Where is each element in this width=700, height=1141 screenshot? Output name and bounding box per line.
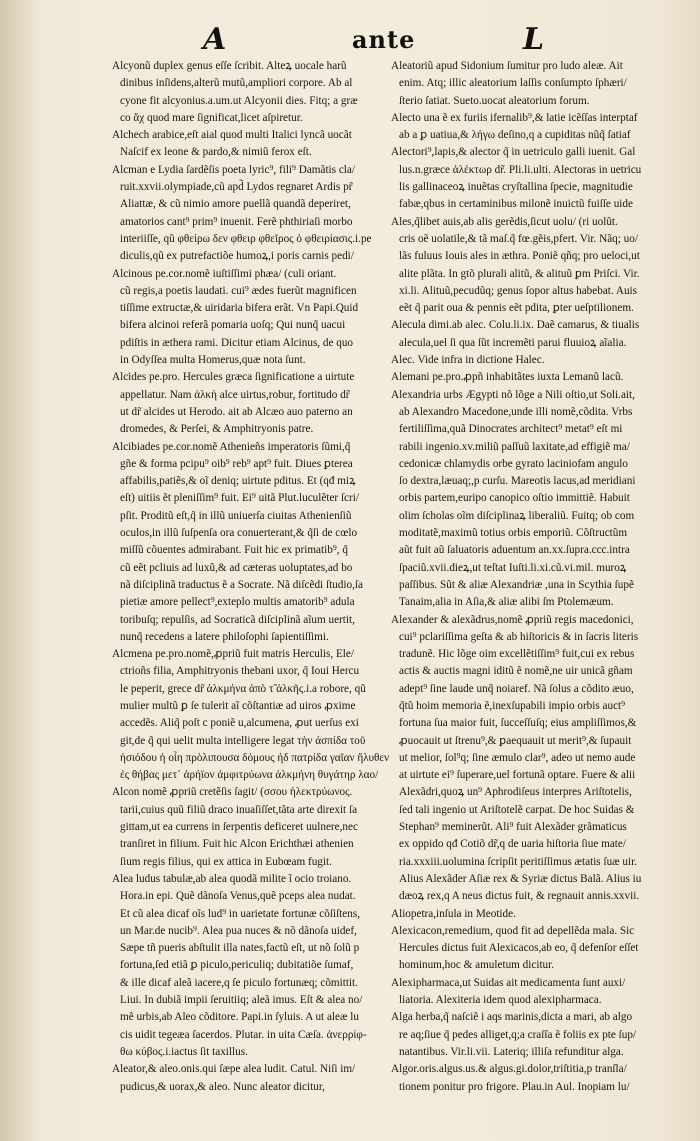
entry-text-line: at uirtute ei⁹ ſuperare,uel fortunã optare. Fuere & alii [399,769,636,782]
entry-headword-line: Alexipharmaca,ut Suidas ait medicamenta ſunt auxi/ [391,976,626,989]
entry-text-line: ab a ꝑ uatiua,& λήγω deſino,q a cupiditas nũq̃ ſatiaf [399,129,631,142]
dictionary-entry [391,923,683,975]
entry-text-line: adept⁹ ſine laude unq̃ noiaref. Nã ſolus a cõdito æuo, [399,682,634,695]
entry-text-line: fortuna ſua maior fuit, ſucceſſuſq; eius ampliſſimos,& [399,717,637,730]
entry-text-line: alite plãta. In gtõ plurali alitũ, & alituũ ꝑm Priſci. Vir. [399,267,640,280]
dictionary-entry [391,1009,683,1061]
entry-headword-line: Aleator,& aleo.onis.qui ſæpe alea ludit. Catul. Niſi im/ [112,1063,356,1076]
entry-headword-line: Alcmena pe.pro.nomẽ,ꝓpriũ fuit matris Herculis, Ele/ [112,648,354,661]
entry-headword-line: Alga herba,q̃ naſciẽ i aqs marinis,dicta a mari, ab algo [391,1011,633,1024]
entry-text-line: pſit. Proditũ eſt,q̃ in illũ uniuerſa ciuitas Athenienſiũ [120,509,352,522]
entry-text-line: aũt fuit aũ ſaluatoris aduentum an.xx.ſupra.ccc.intra [399,544,630,557]
dictionary-entry [391,906,683,923]
entry-text-line: pietiæ amore pellect⁹,exteplo multis amatorib⁹ adula [120,596,355,609]
entry-text-line: gittam,ut ea currens in ſerpentis deficeret uulnere,nec [120,821,358,834]
entry-text-line: toribuſq; repulſis, ad Socraticã diſciplinã aĩum uertit, [120,613,355,626]
entry-text-line: ſium regis filius, qui ex attica in Eubœam fugit. [120,855,332,868]
entry-text-line: Et cũ alea dicaf oĩs lud⁹ in uarietate fortunæ cõſiſtens, [120,907,361,920]
entry-text-line: co ἄχ quod mare ſignificat,licet aſpiretur. [120,111,303,124]
entry-text-line: Tanaim,alia in Aſia,& aliæ alibi ſm Ptolemæum. [399,596,614,609]
gutter-shadow [0,0,40,1141]
dictionary-entry [391,975,683,1010]
entry-text-line: cedonicæ chlamydis orbe gyrato laciniofam angulo [399,457,628,470]
entry-text-line: gñe & forma pcipu⁹ oib⁹ reb⁹ apt⁹ fuit. Diues ꝑterea [120,457,353,470]
entry-text-line: ſpaciũ.xvii.dieꝝ,ut teſtat Iuſti.li.xi.cũ.vi.mil. muroꝝ [399,561,627,574]
entry-text-line: interiiſſe, qũ φθείρω δεν φθειρ φθεῖρος ὁ φθειρίασις.i.pe [120,232,372,245]
entry-text-line: ut dr̃ alcides ut Herodo. ait ab Alcæo auo paterno an [120,405,353,418]
entry-text-line: ꝓuocauit ut ſtrenu⁹,& ꝑaequauit ut merit⁹,& ſupauit [399,734,632,747]
entry-headword-line: Aleatoriũ apud Sidonium ſumitur pro ludo aleæ. Ait [391,60,623,72]
entry-text-line: oculos,in illũ ſuſpenſa ora conuerterant,& q̃ſi de cœlo [120,527,358,540]
dictionary-entry [391,369,683,386]
entry-text-line: mulier multũ ꝑ ſe tulerit aĩ cõſtantiæ ad uiros ꝓxime [120,699,356,712]
entry-headword-line: Alcyonũ duplex genus eſſe ſcribit. Alteꝝ uocale harũ [112,60,347,72]
entry-text-line: xi.li. Alituũ,pecudũq; genus ſopor altus habebat. Auis [399,284,638,297]
entry-text-line: ruit.xxvii.olympiade,cũ apd̃ Lydos regnaret Ardis pr̃ [120,181,353,194]
entry-text-line: Hora.in epi. Quẽ dãnoſa Venus,quẽ pceps alea nudat. [120,890,356,903]
entry-text-line: ex oppido qđ Cotiõ dr̃,q de uaria hiſtoria ſiue mate/ [399,838,626,851]
entry-text-line: alecula,uel ſi qua ſũt incremẽti parui fluuioꝝ aĩalia. [399,336,627,349]
entry-text-line: liatoria. Alexiteria idem quod alexipharmaca. [399,994,602,1007]
dictionary-entry [391,58,683,110]
entry-text-line: cui⁹ pclariſſima geſta & ab hiſtoricis & in ſacris literis [399,630,639,643]
dictionary-entry [391,144,683,213]
entry-text-line: ſo dextra,læuaq;,p curſu. Mareotis lacus,ad meridiani [399,475,636,488]
dictionary-entry [112,1061,392,1096]
entry-text-line: Stephan⁹ meminerũt. Ali⁹ fuit Alexãder grãmaticus [399,821,627,834]
entry-headword-line: Alcon nomẽ ꝓpriũ cretẽſis ſagit/ (σσου ἠλεκτρύωνος. [112,786,353,799]
dictionary-entry [112,646,392,784]
dictionary-entry [112,369,392,438]
dictionary-entry [391,1061,683,1096]
entry-text-line: Liui. In dubiã impii ſeruitiiq; aleã imus. Eſt & alea no/ [120,994,363,1007]
entry-text-line: ria.xxxiii.uolumina ſcripſit peritiſſimus ætatis ſuæ uir. [399,855,638,868]
entry-headword-line: Alcides pe.pro. Hercules græca ſignificatione a uirtute [112,371,355,384]
entry-text-line: actis & auctis magni iditũ ẽ nomẽ,ne uir unicã gñam [399,665,633,678]
entry-text-line: nã diſciplinã traductus ẽ a Socrate. Nã diſcẽdi ſtudio,ſa [120,578,363,591]
entry-text-line: Alius Alexãder Aſiæ rex & Syriæ dictus Balã. Alius iu [399,872,642,885]
entry-text-line: Alexãdri,quoꝝ un⁹ Aphrodiſeus interpres Ariſtotelis, [399,786,632,799]
entry-text-line: ἐς θήβας μετ᾽ ἀρήϊον ἀμφιτρύωνα ἀλκμήνη θυγάτηρ λαο/ [120,769,379,782]
entry-text-line: ctrioñs filia, Amphitryonis thebani uxor, q̃ Ioui Hercu [120,665,360,678]
entry-headword-line: Alecula dimi.ab alec. Colu.li.ix. Daẽ camarus, & tiualis [391,319,640,332]
running-head [0,22,700,62]
entry-text-line: re aq;ſiue q̃ pedes alliget,q;a craſſa ẽ foliis ex pte ſup/ [399,1028,637,1041]
entry-text-line: θω κύβος.i.iactus ſit taxillus. [120,1045,248,1058]
entry-headword-line: Alec. Vide infra in dictione Halec. [391,354,545,367]
entry-headword-line: Algor.oris.algus.us.& algus.gi.dolor,triſtitia,p tranſla/ [391,1063,627,1076]
entry-text-line: ab Alexandro Macedone,unde illi nomẽ,cõdita. Vrbs [399,405,633,418]
entry-text-line: affabilis,patiẽs,& oĩ deniq; uirtute pditus. Et (qđ miꝝ [120,475,356,488]
dictionary-entry [391,317,683,352]
entry-text-line: amatorios cant⁹ prim⁹ inuenit. Ferẽ phthiriaſi morbo [120,215,353,228]
entry-text-line: q̃tũ hoim memoria ẽ,inexſupabili impio orbis auct⁹ [399,699,626,712]
entry-text-line: tionem ponitur pro frigore. Plau.in Aul. Inopiam lu/ [399,1080,630,1093]
entry-text-line: git,de q̃ qui uelit multa intelligere legat τὴν ἀσπίδα τοῦ [120,734,366,747]
entry-headword-line: Alemani pe.pro.ꝓpñ inhabitãtes iuxta Lemanũ lacũ. [391,371,624,384]
entry-text-line: tranſiret in filium. Fuit hic Alcon Erichthæi athenien [120,838,354,851]
left-column [112,58,392,1096]
dictionary-entry [391,110,683,145]
dictionary-entry [391,612,683,906]
entry-text-line: cũ eẽt pcliuis ad luxũ,& ad cæteras uoluptates,ad bo [120,561,353,574]
entry-text-line: & ille dicaf aleã iacere,q ſe piculo fortunæq; cõmittit. [120,976,358,989]
dictionary-entry [112,162,392,266]
entry-headword-line: Aliopetra,inſula in Meotide. [391,907,516,920]
entry-text-line: pudicus,& uorax,& aleo. Nunc aleator dicitur, [120,1080,325,1093]
entry-text-line: Sæpe tñ pueris abſtulit illa nates,factũ eſt, ut nõ ſolũ p [120,942,360,955]
running-head-left-letter: A [203,22,227,57]
entry-text-line: cis uidit tegeæa ſacerdos. Plutar. in uita Cæſa. ἀνερρίφ- [120,1028,367,1041]
entry-text-line: tradunẽ. Hic lõge oim excellẽtiſſim⁹ fuit,cui ex rebus [399,648,635,661]
entry-text-line: lis gallinaceoꝝ inuẽtas cryſtallina ſpecie, magnitudie [399,181,633,194]
entry-text-line: nunq̃ recedens a latere philoſophi ſapientiſſimi. [120,630,329,643]
running-head-title: ante [352,25,416,54]
entry-headword-line: Alcman e Lydia ſardẽſis poeta lyric⁹, fili⁹ Damãtis cla/ [112,163,355,176]
entry-text-line: ut melior, ſol⁹q; ſine æmulo clar⁹, adeo ut nemo aude [399,751,636,764]
right-column [391,58,683,1096]
entry-text-line: cyone fit alcyonius.a.um.ut Alcyonii dies. Fitq; a græ [120,94,358,107]
entry-text-line: cũ regis,a poetis laudati. cui⁹ ædes fuerũt magnificen [120,284,357,297]
dictionary-entry [112,127,392,162]
entry-headword-line: Alectori⁹,lapis,& alector q̃ in uetriculo galli iuenit. Gal [391,146,636,159]
entry-text-line: ἡσιόδου ἡ οἷη πρὸλιπουσα δόμους ἠδ πατρίδα γαῖαν ἤλυθεν [120,751,390,764]
entry-text-line: fabæ,qbus in certaminibus milonẽ inuictũ fuiſſe uide [399,198,633,211]
entry-text-line: enim. Atq; illic aleatorium laſſis conſumpto ſphæri/ [399,77,627,90]
entry-text-line: mẽ urbis,ab Aleo cõditore. Papi.in ſyluis. A ut aleæ lu [120,1011,359,1024]
entry-text-line: Aliattæ, & cũ nimio amore puellã quandã deperiret, [120,198,351,211]
entry-headword-line: Alexandria urbs Ægypti nõ lõge a Nili oſtio,ut Soli.ait, [391,388,635,401]
entry-text-line: dromedes, & Perſei, & Amphitryonis patre. [120,423,314,436]
entry-text-line: hominum,hoc & amuletum dicitur. [399,959,555,972]
entry-text-line: lãs fuluus Iouis ales in æthra. Poniẽ qñq; pro ueloci,ut [399,250,640,263]
entry-text-line: pdiſtis in æthera rami. Dicitur etiam Alcinus, de quo [120,336,354,349]
entry-headword-line: Ales,q̃libet auis,ab alis gerẽdis,ſicut uolu/ (ri uolũt. [391,215,618,228]
entry-text-line: tarii,cuius quũ filiũ draco inuaſiſſet,tãta arte direxit ſa [120,803,358,816]
dictionary-entry [391,387,683,612]
entry-text-line: un Mar.de nucib⁹. Alea pua nuces & nõ dãnoſa uidef, [120,924,357,937]
entry-headword-line: Alexicacon,remedium, quod fit ad depellẽda mala. Sic [391,924,635,937]
entry-text-line: orbis partem,euripo canopico oſtio immittiẽ. Habuit [399,492,630,505]
entry-headword-line: Alea ludus tabulæ,ab alea quodã milite ĩ ocio troiano. [112,872,352,885]
entry-text-line: ſterio ſatiat. Sueto.uocat aleatorium forum. [399,94,590,107]
entry-text-line: dæoꝝ rex,q A neus dictus fuit, & regnauit annis.xxvii. [399,890,640,903]
entry-text-line: moditatẽ,maximũ totius orbis emporiũ. Cõſtructũm [399,527,628,540]
entry-headword-line: Alecto una ẽ ex furiis ifernalib⁹,& latie icẽſſas interptaf [391,111,638,124]
entry-text-line: accedẽs. Aliq̃ poſt c poniẽ u,alcumena, ꝓut uerſus exi [120,717,359,730]
dictionary-entry [112,871,392,1061]
entry-text-line: Hercules dictus fuit Alexicacos,ab eo, q̃ defenſor eſſet [399,942,639,955]
entry-text-line: tiſſime extructæ,& uiridaria bifera erãt. Vn Papi.Quid [120,302,359,315]
entry-headword-line: Alcibiades pe.cor.nomẽ Athenieñs imperatoris ſũmi,q̃ [112,440,351,453]
running-head-right-letter: L [523,22,545,57]
entry-text-line: le peperit, grece dr̃ ἀλκμήνα ἀπὸ τ̃ ἀλκῆς.i.a robore, qũ [120,682,366,695]
entry-text-line: fertiliſſima,quã Dinocrates architect⁹ metat⁹ eſt mi [399,423,623,436]
entry-text-line: bifera alcinoi referã pomaria uoſq; Qui nunq̃ uacui [120,319,346,332]
entry-text-line: cris oẽ uolatile,& tã maſ.q̃ fœ.gẽis,pfert. Vir. Nãq; uo/ [399,232,638,245]
entry-headword-line: Alchech arabice,eſt aial quod multi Italici lyncã uocãt [112,129,352,142]
dictionary-entry [112,439,392,647]
entry-text-line: appellatur. Nam ἀλκὴ alce uirtus,robur, fortitudo dr̃ [120,388,350,401]
entry-text-line: ſed tali ingenio ut Ariſtotelẽ carpat. De hoc Suidas & [399,803,635,816]
dictionary-entry [391,352,683,369]
entry-headword-line: Alexander & alexãdrus,nomẽ ꝓpriũ regis macedonici, [391,613,634,626]
entry-text-line: rabili ingenio.xv.miliũ paſſuũ laxitate,ad effigiẽ ma/ [399,440,630,453]
entry-text-line: paſſibus. Sũt & aliæ Alexandriæ ,una in Scythia ſupẽ [399,578,634,591]
dictionary-entry [112,58,392,127]
dictionary-entry [112,784,392,870]
entry-text-line: eẽt q̃ parit oua & pennis eẽt pdita, ꝑter ueſptilionem. [399,302,634,315]
dictionary-entry [112,266,392,370]
entry-text-line: miſſũ cõuentes admirabant. Fuit hic ex primatib⁹, q̃ [120,544,348,557]
entry-text-line: natantibus. Vir.li.vii. Lateriq; illiſa refunditur alga. [399,1045,624,1058]
entry-text-line: dinibus inſidens,alterũ mutũ,ampliori corpore. Ab al [120,77,353,90]
entry-text-line: olim ſcholas oĩm diſciplinaꝝ liberaliũ. Fuitq; ob com [399,509,635,522]
entry-text-line: fortuna,ſed etiã ꝑ piculo,periculiq; dubitatiõe ſumaf, [120,959,354,972]
dictionary-entry [391,214,683,318]
entry-text-line: Naſcif ex leone & pardo,& nimiũ ferox eſt. [120,146,312,159]
entry-text-line: in Odyſſea multa Homerus,quæ nota ſunt. [120,354,306,367]
entry-text-line: eſt) uitiis ẽt pleniſſim⁹ fuit. Ei⁹ uitã Plut.luculẽter ſcri/ [120,492,359,505]
entry-text-line: lus.n.græce ἀλέκτωρ dr̃. Pli.li.ulti. Alectoras in uetricu [399,163,642,176]
entry-headword-line: Alcinous pe.cor.nomẽ iuſtiſſimi phæa/ (culi oriant. [112,267,337,280]
entry-text-line: diculis,qũ ex putrefactiõe humoꝝ,i poris carnis pedi/ [120,250,354,263]
